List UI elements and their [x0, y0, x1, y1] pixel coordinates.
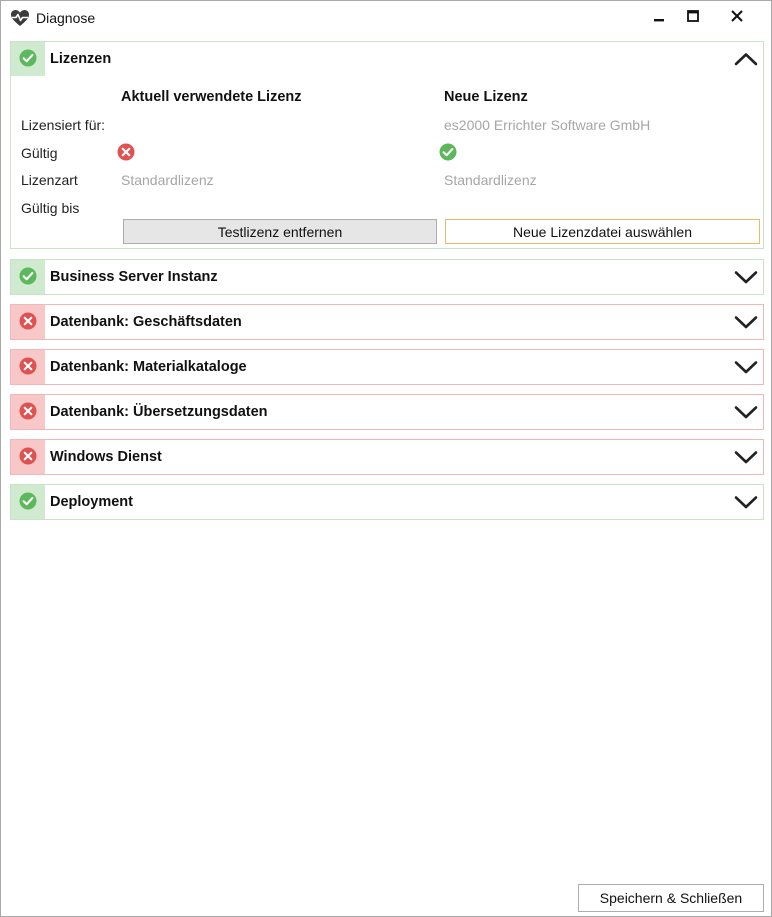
status-strip: [11, 395, 45, 429]
error-circle-icon: [117, 143, 135, 161]
section-deployment[interactable]: [10, 484, 764, 520]
save-and-close-button[interactable]: Speichern & Schließen: [578, 884, 764, 912]
section-title: Windows Dienst: [50, 449, 162, 465]
section-db-translation-data[interactable]: [10, 394, 764, 430]
error-circle-icon: [19, 357, 37, 378]
chevron-down-icon[interactable]: [733, 355, 759, 379]
licensed-for-label: Lizensiert für:: [21, 117, 106, 133]
valid-until-label: Gültig bis: [21, 200, 80, 216]
status-strip: [11, 440, 45, 474]
section-title: Datenbank: Materialkataloge: [50, 359, 247, 375]
status-strip: [11, 350, 45, 384]
chevron-down-icon[interactable]: [733, 265, 759, 289]
window-title: Diagnose: [36, 10, 96, 26]
status-strip: [11, 485, 45, 519]
check-circle-icon: [439, 143, 457, 161]
current-license-type-value: Standardlizenz: [121, 172, 214, 188]
license-type-label: Lizenzart: [21, 172, 78, 188]
chevron-down-icon[interactable]: [733, 490, 759, 514]
section-title: Datenbank: Geschäftsdaten: [50, 314, 242, 330]
chevron-up-icon[interactable]: [733, 47, 759, 71]
error-circle-icon: [19, 312, 37, 333]
new-licensed-for-value: es2000 Errichter Software GmbH: [444, 117, 651, 133]
section-title: Business Server Instanz: [50, 269, 218, 285]
close-button[interactable]: [717, 4, 757, 30]
new-license-type-value: Standardlizenz: [444, 172, 537, 188]
section-licenses: [10, 41, 764, 249]
section-windows-service[interactable]: [10, 439, 764, 475]
section-db-business-data[interactable]: [10, 304, 764, 340]
maximize-icon: [687, 9, 699, 25]
title-bar[interactable]: [1, 1, 771, 35]
remove-test-license-button[interactable]: Testlizenz entfernen: [123, 219, 437, 244]
chevron-down-icon[interactable]: [733, 310, 759, 334]
heart-pulse-icon: [10, 9, 30, 27]
status-strip: [11, 42, 45, 76]
section-title: Deployment: [50, 494, 133, 510]
section-licenses-header[interactable]: [11, 42, 763, 76]
check-circle-icon: [19, 492, 37, 513]
select-license-file-button[interactable]: Neue Lizenzdatei auswählen: [445, 219, 760, 244]
close-icon: [731, 9, 743, 25]
check-circle-icon: [19, 267, 37, 288]
section-title: Lizenzen: [50, 51, 112, 67]
valid-label: Gültig: [21, 145, 58, 161]
section-title: Datenbank: Übersetzungsdaten: [50, 404, 268, 420]
new-license-heading: Neue Lizenz: [444, 89, 528, 105]
minimize-icon: [653, 9, 665, 25]
chevron-down-icon[interactable]: [733, 400, 759, 424]
chevron-down-icon[interactable]: [733, 445, 759, 469]
maximize-button[interactable]: [673, 4, 713, 30]
section-business-server[interactable]: [10, 259, 764, 295]
current-license-heading: Aktuell verwendete Lizenz: [121, 89, 302, 105]
check-circle-icon: [19, 49, 37, 70]
error-circle-icon: [19, 402, 37, 423]
section-db-material-catalogs[interactable]: [10, 349, 764, 385]
status-strip: [11, 260, 45, 294]
status-strip: [11, 305, 45, 339]
error-circle-icon: [19, 447, 37, 468]
